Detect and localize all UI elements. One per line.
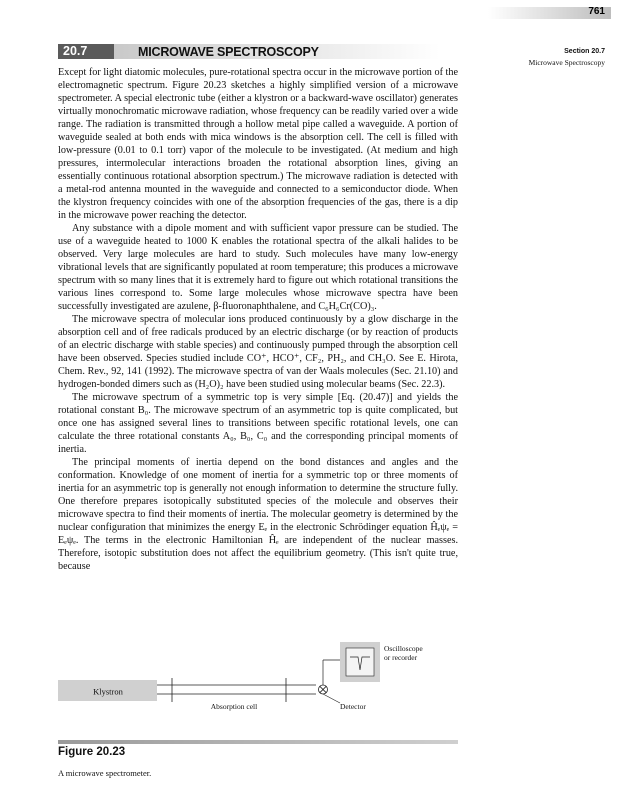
- paragraph: The microwave spectra of molecular ions produced continuously by a glow discharge in the absorption cell and of free radicals produced by an electric discharge (or by reaction of products of an electric discharge with stable species) and continuously pumped through the absorption cell have been observed. Species studied include CO⁺, HCO⁺, CF₂, PH₂, and CH₃O. See E. Hirota, Chem. Rev., 92, 141 (1992). The microwave spectra of van der Waals molecules (Sec. 21.10) and hydrogen-bonded dimers such as (H₂O)₂ have been studied using molecular beams (Sec. 22.3).: [58, 314, 458, 390]
- detector-label: Detector: [340, 702, 366, 711]
- paragraph: Any substance with a dipole moment and with sufficient vapor pressure can be studied. The use of a waveguide heated to 1000 K enables the rotational spectra of the alkali halides to be observed. Very large molecules are hard to study. Such molecules have many low-energy vibrational levels that are significantly populated at room temperature; this produces a microwave spectrum with so many lines that it is extremely hard to figure out which rotational transitions the various lines correspond to. Some large molecules whose microwave spectra have been successfully investigated are azulene, β-fluoronaphthalene, and C₆H₆Cr(CO)₃.: [58, 223, 458, 312]
- absorption-cell-label: Absorption cell: [210, 702, 258, 711]
- section-title: MICROWAVE SPECTROSCOPY: [138, 45, 319, 59]
- oscilloscope-screen: [346, 648, 374, 676]
- paragraph: Except for light diatomic molecules, pure-rotational spectra occur in the microwave portion of the electromagnetic spectrum. Figure 20.23 sketches a highly simplified version of a microwave spectrometer. A special electronic tube (either a klystron or a backward-wave oscillator) generates virtually monochromatic microwave radiation, whose frequency can be readily varied over a wide range. The radiation is transmitted through a hollow metal pipe called a waveguide. A portion of waveguide sealed at both ends with mica windows is the absorption cell. The cell is filled with low-pressure (0.01 to 0.1 torr) vapor of the molecule to be investigated. (At medium and high pressures, intermolecular interactions broaden the rotational absorption lines, giving an essentially continuous rotational absorption spectrum.) The microwave radiation is detected with a metal-rod antenna mounted in the waveguide and connected to a semiconductor diode. When the klystron frequency coincides with one of the absorption frequencies of the gas, there is a dip in the microwave power reaching the detector.: [58, 67, 458, 221]
- klystron-label: Klystron: [93, 686, 123, 697]
- body-text: [58, 66, 458, 573]
- running-head-title: Microwave Spectroscopy: [528, 58, 605, 67]
- caption-rule: [58, 740, 458, 744]
- oscilloscope-label-2: or recorder: [384, 653, 418, 662]
- page-number: 761: [588, 6, 605, 17]
- oscilloscope-label: Oscilloscope: [384, 644, 423, 653]
- running-head-section: Section 20.7: [564, 48, 605, 55]
- section-number: 20.7: [58, 44, 114, 59]
- figure-caption: A microwave spectrometer.: [58, 768, 152, 778]
- spectrometer-diagram: [58, 628, 458, 738]
- figure-number: Figure 20.23: [58, 746, 126, 758]
- paragraph: The microwave spectrum of a symmetric top is very simple [Eq. (20.47)] and yields the rotational constant B₀. The microwave spectrum of an asymmetric top is quite complicated, but once one has assigned several lines to transitions between specific rotational levels, one can calculate the three rotational constants A₀, B₀, C₀ and the corresponding principal moments of inertia.: [58, 392, 458, 455]
- paragraph: The principal moments of inertia depend on the bond distances and angles and the conformation. Knowledge of one moment of inertia for a symmetric top or three moments of inertia for an asymmetric top is generally not enough information to determine the structure fully. One therefore prepares isotopically substituted species of the molecule and observes their microwave spectra to find their moments of inertia. The molecular geometry is determined by the nuclear configuration that minimizes the energy Eₑ in the electronic Schrödinger equation Ĥₑψₑ = Eₑψₑ. The terms in the electronic Hamiltonian Ĥₑ are independent of the nuclear masses. Therefore, isotopic substitution does not affect the equilibrium geometry. (This isn't quite true, because: [58, 457, 458, 572]
